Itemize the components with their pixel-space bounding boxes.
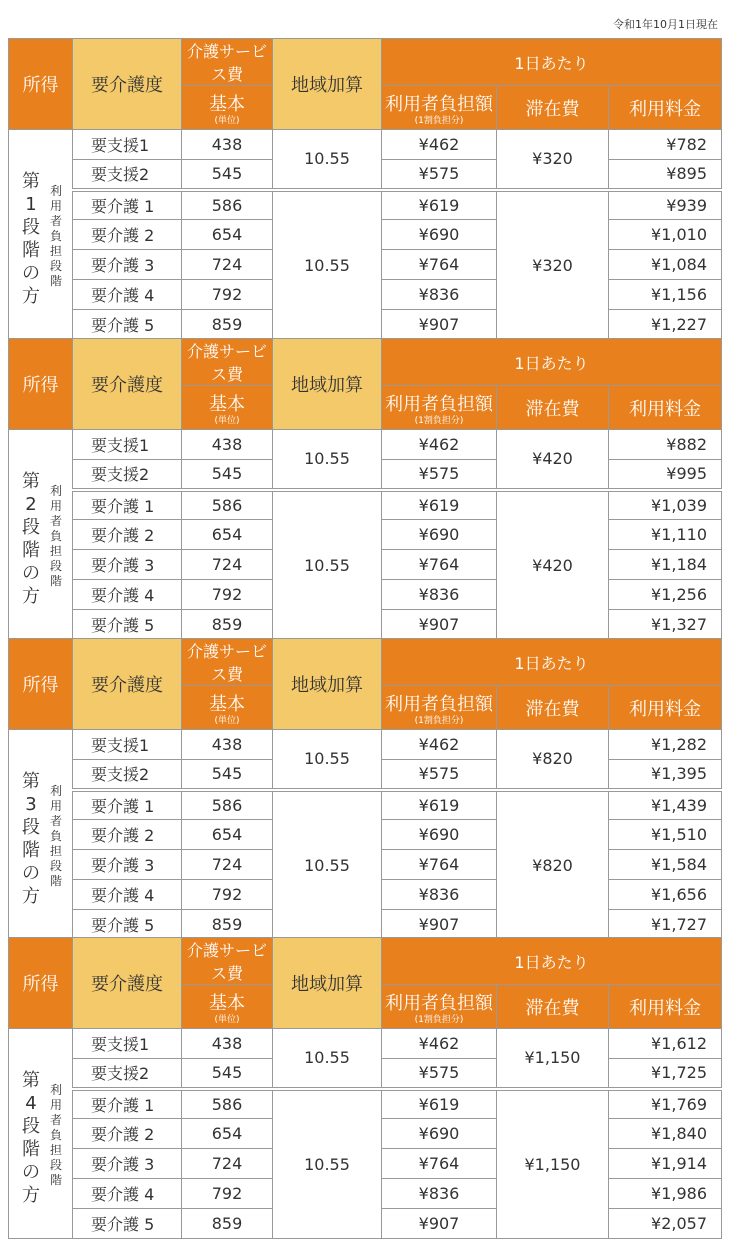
user-cost-header [382, 985, 497, 1029]
stage-sub-char: 階 [49, 1173, 62, 1187]
stage-label [21, 470, 41, 608]
service-fee-header: 介護サービス費 [182, 39, 273, 86]
care-level-cell: 要介護 2 [73, 220, 182, 250]
base-units-cell: 438 [182, 730, 273, 760]
table-row [9, 130, 722, 160]
stage-sub-label [49, 484, 63, 589]
total-header: 利用料金 [609, 985, 722, 1029]
stay-cost-cell: ¥820 [497, 790, 609, 940]
care-level-cell: 要介護 5 [73, 310, 182, 340]
total-cost-cell: ¥895 [609, 160, 722, 190]
total-header: 利用料金 [609, 86, 722, 130]
total-cost-cell: ¥1,039 [609, 490, 722, 520]
regional-cell: 10.55 [273, 490, 382, 640]
care-level-cell: 要支援2 [73, 1059, 182, 1089]
care-level-cell: 要介護 1 [73, 790, 182, 820]
user-cost-cell: ¥462 [382, 1029, 497, 1059]
user-cost-cell: ¥690 [382, 220, 497, 250]
stage-sub-label [49, 1083, 63, 1188]
stage-sub-char: 階 [49, 874, 62, 888]
base-units-cell: 859 [182, 610, 273, 640]
base-units-cell: 792 [182, 1179, 273, 1209]
total-header: 利用料金 [609, 686, 722, 730]
regional-cell: 10.55 [273, 1089, 382, 1239]
care-level-cell: 要介護 3 [73, 250, 182, 280]
table-row [9, 1089, 722, 1119]
regional-cell: 10.55 [273, 730, 382, 790]
user-cost-cell: ¥764 [382, 1149, 497, 1179]
user-cost-cell: ¥462 [382, 130, 497, 160]
user-cost-label: 利用者負担額 [385, 693, 493, 715]
regional-header: 地域加算 [273, 339, 382, 430]
total-header: 利用料金 [609, 386, 722, 430]
stage-sub-char: 用 [49, 499, 62, 513]
regional-cell: 10.55 [273, 430, 382, 490]
care-level-cell: 要介護 1 [73, 1089, 182, 1119]
table-row [9, 1029, 722, 1059]
user-cost-cell: ¥619 [382, 490, 497, 520]
total-cost-cell: ¥1,282 [609, 730, 722, 760]
fee-table [8, 38, 722, 340]
total-cost-cell: ¥1,727 [609, 910, 722, 940]
total-cost-cell: ¥1,227 [609, 310, 722, 340]
stage-sub-char: 階 [49, 574, 62, 588]
stage-sub-char: 用 [49, 1098, 62, 1112]
user-cost-label: 利用者負担額 [385, 393, 493, 415]
stay-cost-cell: ¥320 [497, 190, 609, 340]
total-cost-cell: ¥1,769 [609, 1089, 722, 1119]
regional-cell: 10.55 [273, 130, 382, 190]
stage-char: 階 [22, 1139, 40, 1160]
user-cost-cell: ¥575 [382, 460, 497, 490]
total-cost-cell: ¥995 [609, 460, 722, 490]
care-level-cell: 要介護 2 [73, 1119, 182, 1149]
base-header [182, 686, 273, 730]
regional-header: 地域加算 [273, 938, 382, 1029]
user-cost-header [382, 686, 497, 730]
stage-sub-label [49, 784, 63, 889]
total-cost-cell: ¥1,184 [609, 550, 722, 580]
stage-sub-char: 担 [49, 1143, 62, 1157]
total-cost-cell: ¥782 [609, 130, 722, 160]
base-units-cell: 438 [182, 1029, 273, 1059]
fee-table [8, 338, 722, 640]
stage-sub-label [49, 184, 63, 289]
stay-cost-cell: ¥820 [497, 730, 609, 790]
stage-char: 段 [22, 817, 40, 838]
base-units-cell: 859 [182, 1209, 273, 1239]
stage-sub-char: 担 [49, 844, 62, 858]
stage-char: 階 [22, 540, 40, 561]
care-level-cell: 要介護 3 [73, 1149, 182, 1179]
base-units-cell: 654 [182, 1119, 273, 1149]
stay-cost-cell: ¥420 [497, 490, 609, 640]
base-units-cell: 545 [182, 160, 273, 190]
stage-sub-char: 者 [49, 514, 62, 528]
regional-cell: 10.55 [273, 790, 382, 940]
stage-char: 段 [22, 517, 40, 538]
stage-sub-char: 段 [49, 559, 62, 573]
total-cost-cell: ¥1,110 [609, 520, 722, 550]
care-level-header: 要介護度 [73, 938, 182, 1029]
user-cost-cell: ¥764 [382, 250, 497, 280]
table-row [9, 190, 722, 220]
fee-table-block [8, 38, 721, 340]
stage-char: 4 [25, 1093, 37, 1114]
stage-label [21, 1069, 41, 1207]
user-cost-cell: ¥907 [382, 310, 497, 340]
stage-sub-char: 者 [49, 814, 62, 828]
stage-char: 第 [22, 171, 40, 192]
care-level-cell: 要介護 4 [73, 1179, 182, 1209]
care-level-cell: 要介護 4 [73, 280, 182, 310]
stage-char: の [22, 863, 40, 884]
base-units-cell: 859 [182, 910, 273, 940]
income-stage-cell [9, 130, 73, 340]
care-level-cell: 要介護 2 [73, 820, 182, 850]
total-cost-cell: ¥1,914 [609, 1149, 722, 1179]
service-fee-header: 介護サービス費 [182, 639, 273, 686]
income-stage-cell [9, 1029, 73, 1239]
care-level-cell: 要介護 4 [73, 580, 182, 610]
user-cost-cell: ¥575 [382, 160, 497, 190]
total-cost-cell: ¥882 [609, 430, 722, 460]
regional-cell: 10.55 [273, 1029, 382, 1089]
stay-header: 滞在費 [497, 985, 609, 1029]
regional-header: 地域加算 [273, 639, 382, 730]
care-level-cell: 要介護 4 [73, 880, 182, 910]
stage-char: 方 [22, 886, 40, 907]
total-cost-cell: ¥1,510 [609, 820, 722, 850]
stay-cost-cell: ¥1,150 [497, 1089, 609, 1239]
total-cost-cell: ¥1,327 [609, 610, 722, 640]
user-cost-cell: ¥764 [382, 550, 497, 580]
base-units-cell: 859 [182, 310, 273, 340]
care-level-header: 要介護度 [73, 39, 182, 130]
base-units-cell: 792 [182, 580, 273, 610]
user-cost-cell: ¥907 [382, 1209, 497, 1239]
care-level-cell: 要介護 1 [73, 190, 182, 220]
base-units-cell: 792 [182, 280, 273, 310]
user-cost-cell: ¥619 [382, 190, 497, 220]
stage-char: の [22, 1162, 40, 1183]
stage-sub-char: 段 [49, 1158, 62, 1172]
stage-char: 階 [22, 240, 40, 261]
stay-cost-cell: ¥320 [497, 130, 609, 190]
base-units-cell: 724 [182, 250, 273, 280]
stage-sub-char: 負 [49, 1128, 62, 1142]
stage-char: 階 [22, 840, 40, 861]
stage-sub-char: 担 [49, 244, 62, 258]
stage-sub-char: 負 [49, 529, 62, 543]
user-cost-cell: ¥462 [382, 730, 497, 760]
care-level-cell: 要介護 2 [73, 520, 182, 550]
base-header [182, 985, 273, 1029]
income-header: 所得 [9, 639, 73, 730]
care-level-cell: 要介護 5 [73, 610, 182, 640]
stage-sub-char: 負 [49, 229, 62, 243]
unit-label: (単位) [214, 1014, 240, 1025]
total-cost-cell: ¥1,840 [609, 1119, 722, 1149]
stage-char: 第 [22, 1070, 40, 1091]
stage-char: 段 [22, 217, 40, 238]
base-units-cell: 545 [182, 1059, 273, 1089]
total-cost-cell: ¥1,584 [609, 850, 722, 880]
stage-char: 段 [22, 1116, 40, 1137]
user-cost-label: 利用者負担額 [385, 93, 493, 115]
user-cost-cell: ¥575 [382, 760, 497, 790]
stage-sub-char: 階 [49, 274, 62, 288]
user-cost-header [382, 86, 497, 130]
stage-sub-char: 段 [49, 259, 62, 273]
stage-char: 2 [25, 494, 37, 515]
stage-label [21, 170, 41, 308]
stage-sub-char: 利 [49, 184, 62, 198]
total-cost-cell: ¥1,656 [609, 880, 722, 910]
stay-cost-cell: ¥1,150 [497, 1029, 609, 1089]
user-cost-cell: ¥836 [382, 280, 497, 310]
income-header: 所得 [9, 339, 73, 430]
fee-table-block [8, 338, 721, 640]
per-day-header: 1日あたり [382, 639, 722, 686]
stay-header: 滞在費 [497, 86, 609, 130]
base-units-cell: 438 [182, 130, 273, 160]
base-units-cell: 792 [182, 880, 273, 910]
base-units-cell: 586 [182, 790, 273, 820]
per-day-header: 1日あたり [382, 938, 722, 985]
base-header [182, 386, 273, 430]
stage-char: 1 [25, 194, 37, 215]
total-cost-cell: ¥1,612 [609, 1029, 722, 1059]
total-cost-cell: ¥1,725 [609, 1059, 722, 1089]
stage-char: の [22, 263, 40, 284]
stage-sub-char: 利 [49, 784, 62, 798]
user-cost-cell: ¥907 [382, 910, 497, 940]
care-level-cell: 要介護 5 [73, 1209, 182, 1239]
stage-label [21, 770, 41, 908]
stage-char: 方 [22, 586, 40, 607]
fee-table [8, 937, 722, 1239]
total-cost-cell: ¥2,057 [609, 1209, 722, 1239]
regional-cell: 10.55 [273, 190, 382, 340]
fee-table-block [8, 638, 721, 940]
stage-sub-char: 段 [49, 859, 62, 873]
total-cost-cell: ¥1,395 [609, 760, 722, 790]
base-units-cell: 545 [182, 460, 273, 490]
fee-table-block [8, 937, 721, 1239]
date-note: 令和1年10月1日現在 [613, 18, 718, 31]
stage-char: 方 [22, 286, 40, 307]
per-day-header: 1日あたり [382, 339, 722, 386]
base-units-cell: 586 [182, 190, 273, 220]
care-level-cell: 要支援2 [73, 460, 182, 490]
unit-label: (単位) [214, 115, 240, 126]
user-cost-sub-label: (1割負担分) [414, 1014, 464, 1025]
stage-char: の [22, 563, 40, 584]
care-level-cell: 要支援1 [73, 130, 182, 160]
per-day-header: 1日あたり [382, 39, 722, 86]
regional-header: 地域加算 [273, 39, 382, 130]
care-level-cell: 要介護 5 [73, 910, 182, 940]
base-units-cell: 654 [182, 220, 273, 250]
user-cost-cell: ¥462 [382, 430, 497, 460]
base-units-cell: 586 [182, 490, 273, 520]
user-cost-sub-label: (1割負担分) [414, 115, 464, 126]
care-level-cell: 要支援1 [73, 730, 182, 760]
base-header [182, 86, 273, 130]
user-cost-cell: ¥575 [382, 1059, 497, 1089]
stage-sub-char: 用 [49, 199, 62, 213]
service-fee-header: 介護サービス費 [182, 938, 273, 985]
table-row [9, 790, 722, 820]
care-level-cell: 要支援1 [73, 430, 182, 460]
user-cost-cell: ¥764 [382, 850, 497, 880]
care-level-header: 要介護度 [73, 339, 182, 430]
user-cost-cell: ¥690 [382, 1119, 497, 1149]
unit-label: (単位) [214, 415, 240, 426]
user-cost-label: 利用者負担額 [385, 992, 493, 1014]
stage-sub-char: 者 [49, 1113, 62, 1127]
user-cost-cell: ¥836 [382, 880, 497, 910]
stage-char: 第 [22, 771, 40, 792]
base-units-cell: 438 [182, 430, 273, 460]
table-row [9, 730, 722, 760]
care-level-cell: 要介護 3 [73, 850, 182, 880]
care-level-cell: 要介護 1 [73, 490, 182, 520]
stage-sub-char: 負 [49, 829, 62, 843]
base-label: 基本 [209, 693, 245, 715]
user-cost-cell: ¥907 [382, 610, 497, 640]
base-label: 基本 [209, 992, 245, 1014]
stage-char: 第 [22, 471, 40, 492]
care-level-cell: 要支援2 [73, 160, 182, 190]
base-units-cell: 586 [182, 1089, 273, 1119]
income-header: 所得 [9, 938, 73, 1029]
user-cost-cell: ¥619 [382, 790, 497, 820]
stage-char: 3 [25, 794, 37, 815]
total-cost-cell: ¥1,256 [609, 580, 722, 610]
user-cost-sub-label: (1割負担分) [414, 715, 464, 726]
base-units-cell: 724 [182, 550, 273, 580]
total-cost-cell: ¥1,156 [609, 280, 722, 310]
stay-cost-cell: ¥420 [497, 430, 609, 490]
care-level-cell: 要支援1 [73, 1029, 182, 1059]
user-cost-cell: ¥690 [382, 820, 497, 850]
care-level-cell: 要介護 3 [73, 550, 182, 580]
base-units-cell: 724 [182, 1149, 273, 1179]
total-cost-cell: ¥1,010 [609, 220, 722, 250]
care-level-header: 要介護度 [73, 639, 182, 730]
care-level-cell: 要支援2 [73, 760, 182, 790]
user-cost-header [382, 386, 497, 430]
stage-sub-char: 担 [49, 544, 62, 558]
user-cost-cell: ¥836 [382, 580, 497, 610]
user-cost-sub-label: (1割負担分) [414, 415, 464, 426]
user-cost-cell: ¥836 [382, 1179, 497, 1209]
stage-sub-char: 利 [49, 1083, 62, 1097]
base-label: 基本 [209, 393, 245, 415]
user-cost-cell: ¥619 [382, 1089, 497, 1119]
total-cost-cell: ¥939 [609, 190, 722, 220]
stage-char: 方 [22, 1185, 40, 1206]
total-cost-cell: ¥1,986 [609, 1179, 722, 1209]
stage-sub-char: 利 [49, 484, 62, 498]
fee-table [8, 638, 722, 940]
table-row [9, 490, 722, 520]
base-label: 基本 [209, 93, 245, 115]
base-units-cell: 654 [182, 820, 273, 850]
stay-header: 滞在費 [497, 686, 609, 730]
service-fee-header: 介護サービス費 [182, 339, 273, 386]
stay-header: 滞在費 [497, 386, 609, 430]
base-units-cell: 654 [182, 520, 273, 550]
table-row [9, 430, 722, 460]
base-units-cell: 545 [182, 760, 273, 790]
user-cost-cell: ¥690 [382, 520, 497, 550]
income-header: 所得 [9, 39, 73, 130]
income-stage-cell [9, 730, 73, 940]
total-cost-cell: ¥1,439 [609, 790, 722, 820]
unit-label: (単位) [214, 715, 240, 726]
income-stage-cell [9, 430, 73, 640]
stage-sub-char: 者 [49, 214, 62, 228]
stage-sub-char: 用 [49, 799, 62, 813]
total-cost-cell: ¥1,084 [609, 250, 722, 280]
base-units-cell: 724 [182, 850, 273, 880]
